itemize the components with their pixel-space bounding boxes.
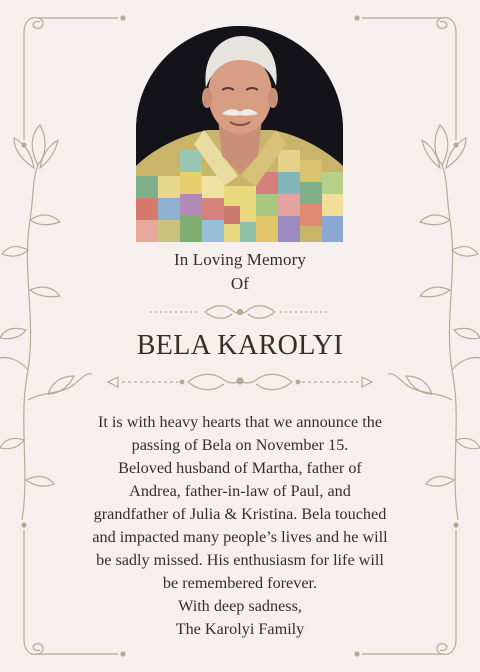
body-line: Andrea, father-in-law of Paul, and bbox=[129, 482, 351, 500]
body-line: passing of Bela on November 15. bbox=[131, 436, 349, 454]
body-line: be remembered forever. bbox=[162, 574, 318, 592]
body-line: Beloved husband of Martha, father of bbox=[118, 459, 362, 477]
divider-flourish-icon bbox=[0, 370, 480, 394]
portrait-photo bbox=[136, 26, 343, 242]
signature-line: The Karolyi Family bbox=[175, 620, 305, 638]
body-line: be sadly missed. His enthusiasm for life will bbox=[96, 551, 384, 569]
heading-line-1: In Loving Memory bbox=[174, 250, 306, 269]
deceased-name: BELA KAROLYI bbox=[136, 330, 344, 361]
closing-line: With deep sadness, bbox=[178, 597, 302, 615]
body-line: grandfather of Julia & Kristina. Bela touched bbox=[93, 505, 387, 523]
portrait-illustration bbox=[136, 26, 343, 242]
heading-line-2: Of bbox=[230, 274, 250, 293]
body-line: It is with heavy hearts that we announce the bbox=[97, 413, 383, 431]
body-line: and impacted many people’s lives and he will bbox=[92, 528, 388, 546]
divider-flourish-icon bbox=[0, 302, 480, 322]
